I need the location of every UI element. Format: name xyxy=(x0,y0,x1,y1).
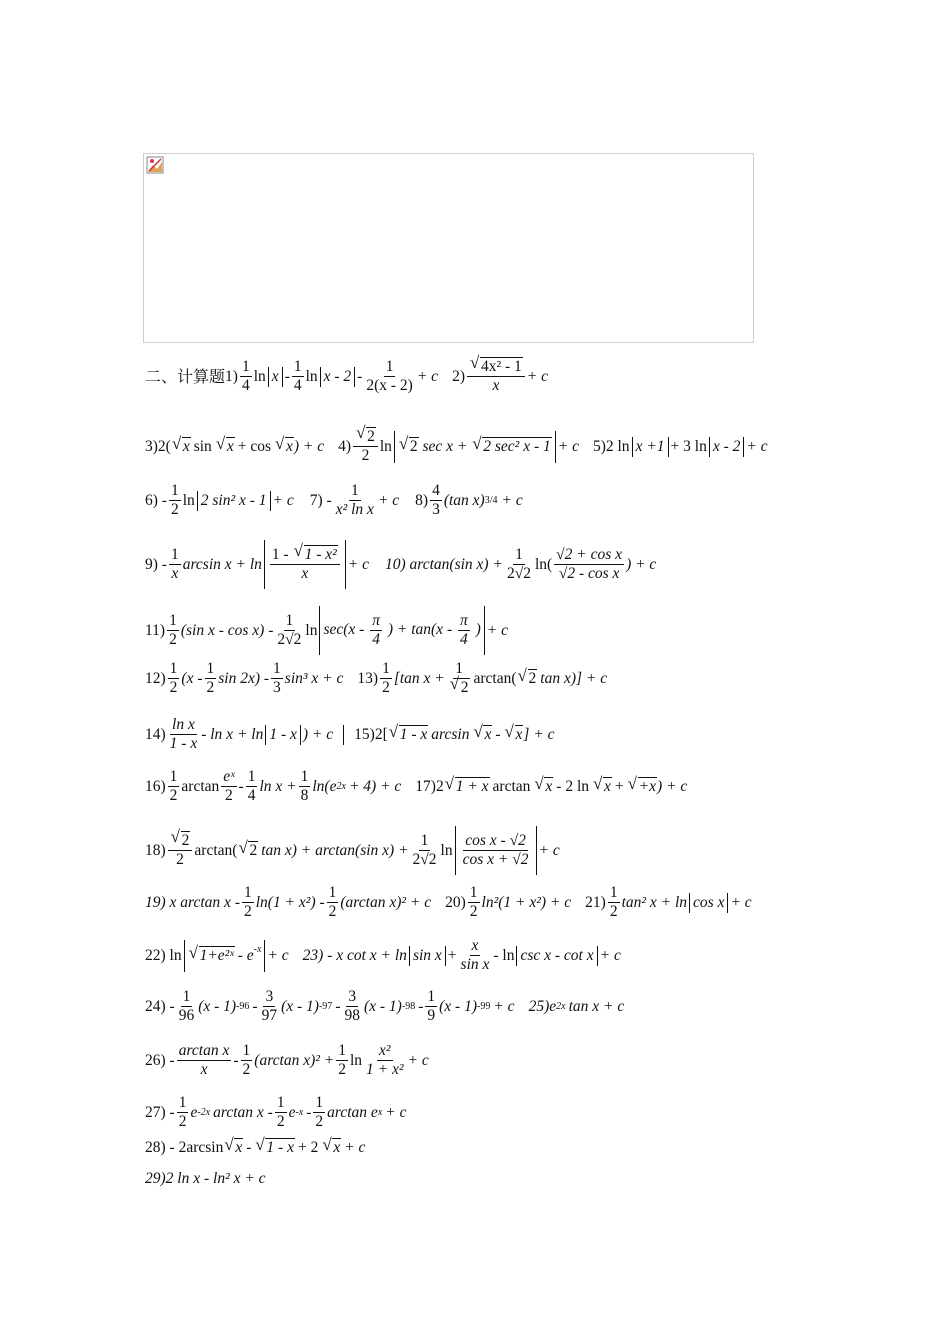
answer-line-15: 28) - 2arcsin √ x - √ 1 - x + 2 √ x + c xyxy=(145,1138,365,1158)
answer-line-14: 27) - $\frac{1}{2}$ e -2x arctan x - $\frac{1}{2}$ e -x - $\frac{1}{2}$ arctan e x + c xyxy=(145,1094,407,1130)
answer-line-8: 16) $\frac{1}{2}$ arctan $\frac{\text{eˣ}}{2}$ - $\frac{1}{4}$ ln x + $\frac{1}{8}$ ln(e 2x + 4) + c 17)2 √ 1 + x arctan √ x - 2 ln √ x + √ +x ) + c xyxy=(145,768,687,805)
answer-line-1: 二、计算题 1) $\frac{1}{4}$ ln x - $\frac{1}{4}$ ln x - 2 - $\frac{1}{2(x - 2)}$ + c 2) √ $\frac{\text{4x² - 1}}{x}$ + c xyxy=(145,358,548,395)
fraction: $\frac{1}{4}$ xyxy=(241,358,250,394)
answer-line-13: 26) - $\frac{\text{arctan x}}{x}$ - $\frac{1}{2}$ (arctan x)² + $\frac{1}{2}$ ln $\frac{\text{x²}}{\text{1 + x²}}$ + c xyxy=(145,1042,429,1078)
item-2-label: 2) xyxy=(452,367,465,385)
answer-line-16: 29)2 ln x - ln² x + c xyxy=(145,1170,266,1187)
answer-line-11: 22) ln √ 1+e²ˣ - $e^{-x}$ + c 23) - x cot x + ln sin x + $\frac{x}{\text{sin x}}$ - ln csc x - cot x + c xyxy=(145,937,621,974)
answer-line-6: 12) $\frac{1}{2}$ (x - $\frac{1}{2}$ sin 2x) - $\frac{1}{3}$ sin³ x + c 13) $\frac{1}{2}$ [tan x + 1 √ 2 arctan( √ 2 tan x)] + c xyxy=(145,660,607,697)
broken-image-placeholder xyxy=(143,153,754,343)
item-1-label: 1) xyxy=(225,367,238,385)
answer-line-12: 24) - $\frac{1}{96}$ (x - 1) -96 - $\frac{3}{97}$ (x - 1) -97 - $\frac{3}{98}$ (x - 1) -98 - $\frac{1}{9}$ (x - 1) -99 + c 25)e 2x tan x + c xyxy=(145,988,625,1024)
broken-image-icon xyxy=(146,156,164,174)
answer-line-7: 14) $\frac{\text{ln x}}{1 - x}$ - ln x + ln 1 - x ) + c 15)2[ √ 1 - x arcsin √ x - √ x ] + c xyxy=(145,716,555,753)
answer-line-3: 6) - $\frac{1}{2}$ ln 2 sin² x - 1 + c 7) - $\frac{1}{\text{x² ln x}}$ + c 8) $\frac{4}{3}$ (tan x) 3/4 + c xyxy=(145,482,523,518)
answer-line-5: 11) $\frac{1}{2}$ (sin x - cos x) - $\frac{1}{2√2}$ ln sec(x - $\frac{\pi}{4}$ ) + tan(x - $\frac{\pi}{4}$ ) + c xyxy=(145,606,508,655)
answer-line-9: 18) √ $\frac{2}{2}$ arctan( √ 2 tan x) + arctan(sin x) + $\frac{1}{2√2}$ ln $\frac{\text{cos x - √2}}{\text{cos x + √2}}$ + c xyxy=(145,826,560,875)
section-heading: 二、计算题 xyxy=(145,366,226,386)
answer-line-2: 3)2( √ x sin √ x + cos √ x ) + c 4) √ $\frac{2}{2}$ ln √ 2 sec x + √ 2 sec² x - 1 + c 5)2 ln x +1 + 3 ln x - 2 + c xyxy=(145,428,768,465)
answer-line-4: 9) - $\frac{1}{x}$ arcsin x + ln $\frac{\text{1 - √ 1 - x²}}{x}$ + c 10) arctan(sin x) + $\frac{1}{2√2}$ ln( $\frac{\text{√2 + cos x}}{\text{√2 - cos x}}$ ) + c xyxy=(145,540,656,589)
answer-line-10: 19) x arctan x - $\frac{1}{2}$ ln(1 + x²) - $\frac{1}{2}$ (arctan x)² + c 20) $\frac{1}{2}$ ln²(1 + x²) + c 21) $\frac{1}{2}$ tan² x + ln cos x + c xyxy=(145,884,752,920)
